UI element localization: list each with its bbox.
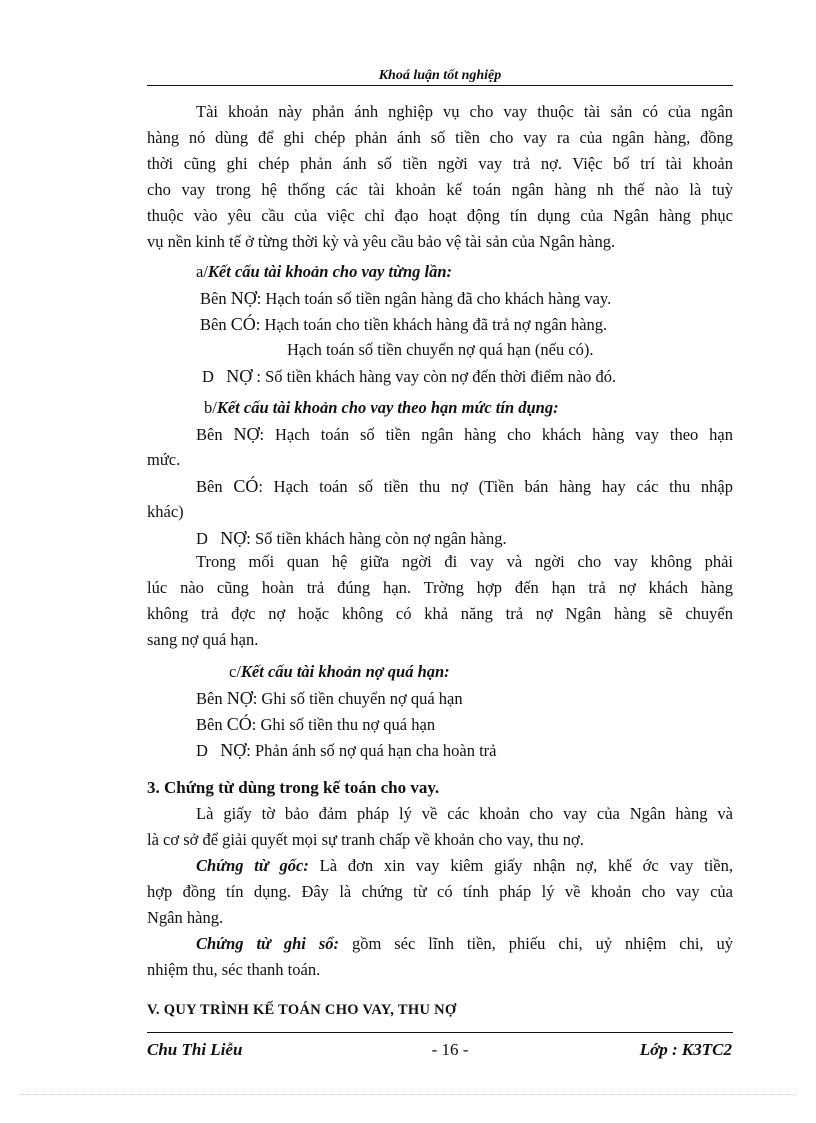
d-text: : Phản ánh số nợ quá hạn cha hoàn trả [246,741,497,760]
d-label: D [196,529,208,548]
footer-rule [147,1032,733,1033]
section-b-no-cont: mức. [147,450,181,469]
section-3-para-line: là cơ sở để giải quyết mọi sự tranh chấp về khoản cho vay, thu nợ. [147,830,584,849]
no-text: : Ghi số tiền chuyển nợ quá hạn [252,689,463,708]
intro-line: Tài khoản này phản ánh nghiệp vụ cho vay thuộc tài sản có của ngân [196,102,733,121]
co-word: CÓ [226,714,252,734]
section-b-title: Kết cấu tài khoản cho vay theo hạn mức tín dụng: [216,398,559,417]
section-b-heading [204,398,790,418]
ben-label: Bên [200,289,227,308]
goc-text: Là đơn xin vay kiêm giấy nhận nợ, khế ớc vay tiền, [308,856,733,875]
footer-page-number: - 16 - [431,1040,469,1059]
section-3-ghiso-line: nhiệm thu, séc thanh toán. [147,960,321,979]
section-a-heading [196,262,782,282]
co-text: : Ghi số tiền thu nợ quá hạn [251,715,436,734]
section-3-goc-line: hợp đồng tín dụng. Đây là chứng từ có tính pháp lý về khoản cho vay của [147,882,733,901]
ghiso-label: Chứng từ ghi sổ: [196,934,340,953]
d-label: D [196,741,208,760]
section-3-ghiso-line [196,934,733,954]
no-word: NỢ [226,366,253,386]
no-word: NỢ [226,688,253,708]
section-b-no-line [196,424,733,445]
section-c-title: Kết cấu tài khoản nợ quá hạn: [240,662,450,681]
intro-line: vụ nền kinh tế ở từng thời kỳ và yêu cầu bảo vệ tài sản của Ngân hàng. [147,232,616,251]
ben-label: Bên [196,715,223,734]
section-3-para-line: Là giấy tờ bảo đảm pháp lý về các khoản cho vay của Ngân hàng và [196,804,733,823]
ben-label: Bên [196,477,223,496]
section-c-no-line [196,688,782,709]
section-b-co-line [196,476,733,497]
intro-line: thuộc vào yêu cầu của việc chỉ đạo hoạt động tín dụng của Ngân hàng phục [147,206,733,225]
co-word: CÓ [233,476,259,496]
d-label: D [202,367,214,386]
section-a-prefix: a/ [196,262,208,281]
co-text: : Hạch toán số tiền thu nợ (Tiền bán hàng hay các thu nhập [258,477,734,496]
section-3-goc-line [196,856,733,876]
footer-author: Chu Thi Liễu [147,1040,243,1059]
section-3-title: 3. Chứng từ dùng trong kế toán cho vay. [147,778,440,797]
section-a-no-line [200,288,786,309]
section-a-co-line [200,314,786,335]
d-text: : Số tiền khách hàng vay còn nợ đến thời điểm nào đó. [252,367,617,386]
no-word: NỢ [230,288,257,308]
section-b-para-line: không trả đợc nợ hoặc không có khả năng trả nợ Ngân hàng sẽ chuyển [147,604,733,623]
ben-label: Bên [196,425,223,444]
ben-label: Bên [200,315,227,334]
co-text: : Hạch toán cho tiền khách hàng đã trả nợ ngân hàng. [255,315,608,334]
goc-label: Chứng từ gốc: [196,856,309,875]
section-a-title: Kết cấu tài khoản cho vay từng lần: [207,262,453,281]
section-a-d-line [202,366,788,387]
ghiso-text: gồm séc lĩnh tiền, phiếu chi, uỷ nhiệm chi, uỷ [339,934,733,953]
no-text: : Hạch toán số tiền ngân hàng cho khách hàng vay theo hạn [259,425,734,444]
section-c-d-line [196,740,782,761]
section-b-d-line [196,528,782,549]
section-c-heading [229,662,815,682]
header-rule [147,85,733,86]
d-text: : Số tiền khách hàng còn nợ ngân hàng. [246,529,507,548]
footer-class: Lớp : K3TC2 [639,1040,732,1059]
section-3-goc-line: Ngân hàng. [147,908,224,927]
section-b-para-line: Trong mối quan hệ giữa ngời đi vay và ngời cho vay không phải [196,552,733,571]
no-text: : Hạch toán số tiền ngân hàng đã cho khách hàng vay. [256,289,612,308]
section-b-co-cont: khác) [147,502,184,521]
section-c-co-line [196,714,782,735]
no-word: NỢ [233,424,260,444]
page-bottom-divider [20,1094,796,1095]
section-b-para-line: lúc nào cũng hoàn trả đúng hạn. Trờng hợp đến hạn trả nợ khách hàng [147,578,733,597]
intro-line: hàng nó dùng để ghi chép phản ánh số tiền cho vay ra của ngân hàng, đồng [147,128,733,147]
page-header: Khoá luận tốt nghiệp [378,68,502,83]
section-b-para-line: sang nợ quá hạn. [147,630,259,649]
section-a-co-line-2: Hạch toán số tiền chuyển nợ quá hạn (nếu có). [287,340,594,359]
section-b-prefix: b/ [204,398,217,417]
intro-line: cho vay trong hệ thống các tài khoản kế toán ngân hàng nh thế nào là tuỳ [147,180,733,199]
co-word: CÓ [230,314,256,334]
intro-line: thời cũng ghi chép phản ánh số tiền ngời vay trả nợ. Việc bố trí tài khoản [147,154,733,173]
ben-label: Bên [196,689,223,708]
no-word: NỢ [220,740,247,760]
section-c-prefix: c/ [229,662,241,681]
section-V-title: V. QUY TRÌNH KẾ TOÁN CHO VAY, THU NỢ [147,1002,457,1018]
no-word: NỢ [220,528,247,548]
